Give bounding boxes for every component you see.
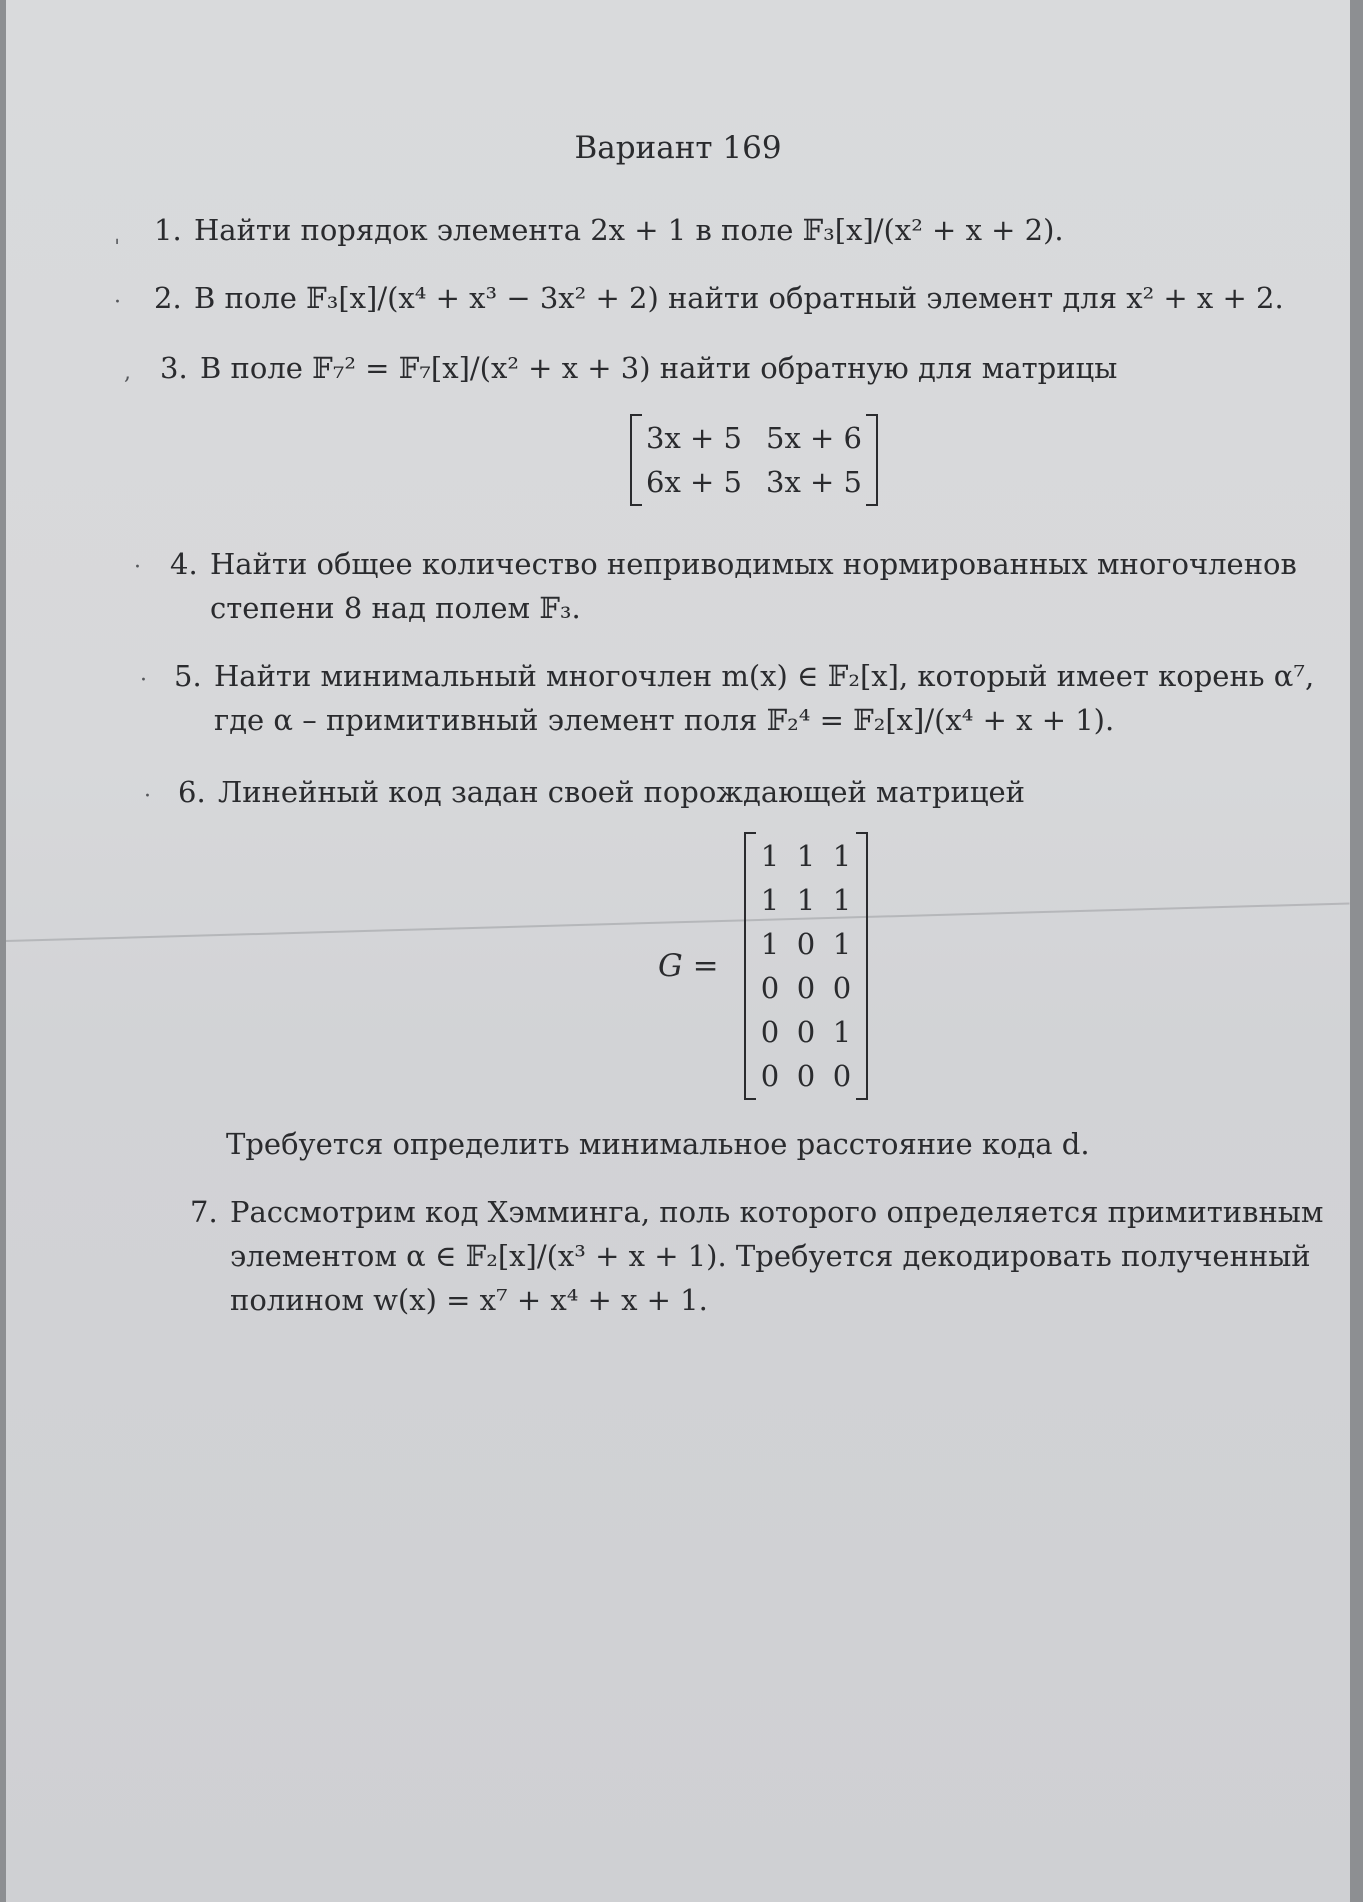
problem-text: Найти общее количество неприводимых нормированных многочленов bbox=[210, 547, 1297, 581]
pencil-mark: · bbox=[140, 668, 147, 693]
problem-number: 6. bbox=[178, 775, 206, 809]
matrix-cell: 0 bbox=[796, 971, 816, 1005]
problem-text: В поле 𝔽₃[x]/(x⁴ + x³ − 3x² + 2) найти обратный элемент для x² + x + 2. bbox=[194, 281, 1284, 315]
problem-number: 5. bbox=[174, 659, 202, 693]
problem-number: 3. bbox=[160, 351, 188, 385]
problem-number: 1. bbox=[154, 213, 182, 247]
problem-text: где α – примитивный элемент поля 𝔽₂⁴ = 𝔽₂[x]/(x⁴ + x + 1). bbox=[214, 703, 1115, 737]
problem-6-followup: Требуется определить минимальное расстояние кода d. bbox=[226, 1127, 1090, 1161]
pencil-mark: , bbox=[124, 360, 131, 385]
matrix-cell: 1 bbox=[832, 927, 852, 961]
problem-text: Найти минимальный многочлен m(x) ∈ 𝔽₂[x], который имеет корень α⁷, bbox=[214, 659, 1315, 693]
matrix-cell: 3x + 5 bbox=[646, 421, 742, 455]
matrix-cell: 1 bbox=[796, 883, 816, 917]
problem-7 bbox=[190, 1190, 1323, 1322]
matrix-cell: 1 bbox=[832, 839, 852, 873]
matrix-cell: 1 bbox=[832, 1015, 852, 1049]
matrix-cell: 1 bbox=[760, 839, 780, 873]
problem-text: В поле 𝔽₇² = 𝔽₇[x]/(x² + x + 3) найти обратную для матрицы bbox=[200, 351, 1118, 385]
paper-fold-line bbox=[6, 902, 1350, 942]
problem-6 bbox=[178, 770, 1025, 814]
right-bracket bbox=[856, 832, 868, 1100]
problem-text: элементом α ∈ 𝔽₂[x]/(x³ + x + 1). Требуется декодировать полученный bbox=[230, 1239, 1311, 1273]
matrix-cell: 0 bbox=[832, 1059, 852, 1093]
pencil-mark: · bbox=[134, 555, 141, 580]
matrix-cell: 5x + 6 bbox=[766, 421, 862, 455]
matrix-cell: 1 bbox=[796, 839, 816, 873]
matrix-cells bbox=[642, 414, 866, 506]
problem-text: Найти порядок элемента 2x + 1 в поле 𝔽₃[x]/(x² + x + 2). bbox=[194, 213, 1064, 247]
problem-2 bbox=[154, 276, 1284, 320]
problem-1 bbox=[154, 208, 1064, 252]
matrix-cell: 3x + 5 bbox=[766, 465, 862, 499]
right-bracket bbox=[866, 414, 878, 506]
problem-text: степени 8 над полем 𝔽₃. bbox=[210, 591, 581, 625]
left-bracket bbox=[630, 414, 642, 506]
matrix-cell: 6x + 5 bbox=[646, 465, 742, 499]
pencil-mark: · bbox=[144, 784, 151, 809]
matrix-cell: 0 bbox=[832, 971, 852, 1005]
matrix-cell: 0 bbox=[760, 1059, 780, 1093]
left-bracket bbox=[744, 832, 756, 1100]
matrix-cell: 1 bbox=[760, 927, 780, 961]
matrix-cell: 0 bbox=[796, 927, 816, 961]
matrix-cells bbox=[756, 832, 856, 1100]
matrix-problem-3 bbox=[630, 414, 878, 506]
matrix-problem-6 bbox=[744, 832, 868, 1100]
problem-5 bbox=[174, 654, 1314, 742]
problem-3 bbox=[160, 346, 1117, 390]
matrix-cell: 0 bbox=[760, 1015, 780, 1049]
matrix-cell: 0 bbox=[796, 1059, 816, 1093]
problem-number: 4. bbox=[170, 547, 198, 581]
problem-number: 2. bbox=[154, 281, 182, 315]
problem-4 bbox=[170, 542, 1297, 630]
problem-text: Рассмотрим код Хэмминга, поль которого определяется примитивным bbox=[230, 1195, 1324, 1229]
matrix-cell: 0 bbox=[796, 1015, 816, 1049]
pencil-mark: ˌ bbox=[114, 222, 121, 247]
problem-text: полином w(x) = x⁷ + x⁴ + x + 1. bbox=[230, 1283, 708, 1317]
problem-number: 7. bbox=[190, 1195, 218, 1229]
matrix-cell: 1 bbox=[760, 883, 780, 917]
problem-text: Линейный код задан своей порождающей матрицей bbox=[218, 775, 1025, 809]
page-title: Вариант 169 bbox=[574, 130, 782, 166]
exam-sheet bbox=[6, 0, 1350, 1902]
matrix-cell: 1 bbox=[832, 883, 852, 917]
matrix-cell: 0 bbox=[760, 971, 780, 1005]
matrix-g-label: G = bbox=[658, 948, 719, 984]
pencil-mark: · bbox=[114, 290, 121, 315]
